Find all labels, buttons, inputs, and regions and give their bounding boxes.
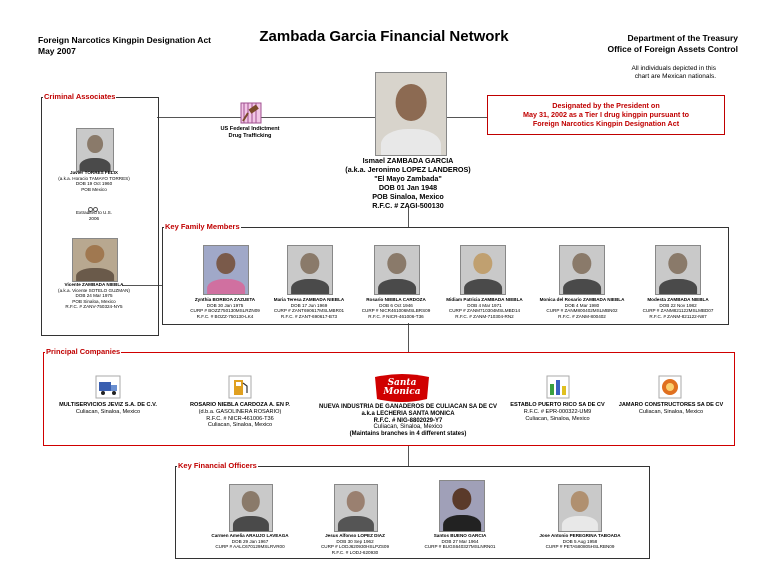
family-rfc: R.F.C. # ZANM-800402: [558, 313, 606, 319]
nationality-note: [631, 65, 716, 81]
connector-line: [157, 117, 375, 118]
family-rfc: R.F.C. # ZANT-690617-B73: [280, 313, 338, 319]
company-rfc: R.F.C. # NICR-461006-T36: [206, 415, 274, 422]
company-caption: [305, 404, 511, 438]
family-curp: CURP # BOZZ750130MSLRZN09: [190, 308, 260, 314]
gas-pump-icon: [228, 375, 252, 399]
department-name: Department of the Treasury: [627, 33, 738, 43]
officer-name: Jose Antonio PEREGRINA TABOADA: [539, 533, 621, 538]
family-name: Midiam Patricia ZAMBADA NIEBLA: [446, 297, 523, 302]
leader-name: Ismael ZAMBADA GARCIA: [362, 156, 454, 165]
company-aka: a.k.a LECHERIA SANTA MONICA: [361, 410, 455, 417]
family-caption: [351, 297, 441, 319]
truck-icon: [95, 375, 121, 399]
company-caption: [180, 402, 300, 429]
officer-rfc: R.F.C. # LODJ-620930: [331, 549, 379, 555]
connector-line: [408, 323, 409, 352]
leader-photo: [375, 72, 447, 156]
officer-caption: [530, 533, 630, 550]
family-name: Monica del Rosario ZAMBADA NIEBLA: [539, 297, 625, 302]
indictment-line-2: Drug Trafficking: [228, 133, 272, 139]
associate-rfc: R.F.C. # ZANV-750324-NY5: [65, 304, 123, 310]
indictment-line-1: US Federal Indictment: [220, 126, 280, 132]
family-name: Modesta ZAMBADA NIEBLA: [647, 297, 709, 302]
construction-icon: [658, 375, 682, 399]
company-rfc: R.F.C. # NIG-8802029-Y7: [373, 417, 443, 424]
family-dob: DOB 30 Jan 1975: [206, 302, 244, 308]
dairy-icon: [546, 375, 570, 399]
associate-aka: (a.k.a. Horacio TAMAYO TORRES): [58, 175, 130, 181]
leader-dob: DOB 01 Jan 1948: [378, 183, 438, 192]
handcuffs-icon: [88, 200, 98, 207]
family-members-label: Key Family Members: [165, 222, 240, 231]
header-right: [607, 33, 738, 55]
family-photo: [655, 245, 701, 295]
family-caption: [180, 297, 270, 319]
family-curp: CURP # ZANT690617MSLMBR01: [273, 308, 345, 314]
header-date: May 2007: [38, 46, 76, 56]
company-rfc: R.F.C. # EPR-000322-UM9: [523, 408, 592, 415]
officer-photo: [439, 480, 485, 532]
associate-pob: POB Sinaloa, Mexico: [72, 298, 116, 304]
company-location: Culiacan, Sinaloa, Mexico: [75, 408, 141, 415]
note-line-2: chart are Mexican nationals.: [634, 73, 716, 80]
company-name: ROSARIO NIEBLA CARDOZA A. EN P.: [190, 402, 290, 408]
family-name: Zynthia BORBOA ZAZUETA: [194, 297, 256, 302]
extradition-line-2: 2006: [88, 215, 100, 221]
associate-dob: DOB 19 Oct 1960: [75, 181, 113, 187]
officer-photo: [229, 484, 273, 532]
family-photo: [559, 245, 605, 295]
connector-line: [408, 445, 409, 466]
leader-aka: (a.k.a. Jeronimo LOPEZ LANDEROS): [345, 165, 471, 174]
officer-name: Carmen Amelia ARAUJO LAVEAGA: [211, 533, 289, 538]
company-caption: [48, 402, 168, 416]
family-rfc: R.F.C. # ZANM-821122-N87: [649, 313, 707, 319]
officer-dob: DOB 29 Jan 1967: [231, 538, 269, 544]
company-branches-note: (Maintains branches in 4 different states): [349, 431, 467, 438]
family-dob: DOB 22 Nov 1982: [659, 302, 697, 308]
extradition-note: [44, 210, 144, 221]
leader-rfc: R.F.C. # ZAGI-500130: [372, 201, 444, 210]
officer-dob: DOB 5 Aug 1958: [562, 538, 598, 544]
associate-caption: [44, 170, 144, 192]
family-caption: [632, 297, 724, 319]
officer-dob: DOB 30 Sep 1962: [336, 538, 374, 544]
company-dba: (d.b.a. GASOLINERA ROSARIO): [198, 408, 282, 415]
family-name: Maria Teresa ZAMBADA NIEBLA: [273, 297, 345, 302]
officer-photo: [558, 484, 602, 532]
santa-monica-logo: [372, 373, 432, 403]
officer-curp: CURP # LODJ620930HSLPZS09: [320, 544, 390, 550]
page-title: Zambada Garcia Financial Network: [259, 28, 509, 45]
santa-monica-logo-text: Santa Monica: [383, 378, 421, 397]
officer-name: Jesus Alfonso LOPEZ DIAZ: [325, 533, 385, 538]
associate-photo: [76, 128, 114, 172]
company-location: Culiacan, Sinaloa, Mexico: [638, 408, 704, 415]
family-photo: [374, 245, 420, 295]
connector-line: [445, 117, 487, 118]
designation-box: [487, 95, 725, 135]
family-dob: DOB 6 Oct 1946: [379, 302, 413, 308]
officer-curp: CURP # BUGS640327MSLNRN01: [424, 544, 496, 550]
officer-curp: CURP # PETA580805HSLRBN09: [545, 544, 615, 550]
associate-name: Javier TORRES FELIX: [70, 170, 118, 175]
officer-caption: [203, 533, 297, 550]
associate-photo: [72, 238, 118, 282]
officer-caption: [413, 533, 507, 550]
leader-alias: "El Mayo Zambada": [374, 174, 442, 183]
associate-caption: [44, 282, 144, 310]
family-name: Rosario NIEBLA CARDOZA: [366, 297, 426, 302]
act-name: Foreign Narcotics Kingpin Designation Act: [38, 35, 212, 45]
family-caption: [437, 297, 532, 319]
family-caption: [264, 297, 354, 319]
financial-officers-label: Key Financial Officers: [178, 461, 257, 470]
officer-dob: DOB 27 Mar 1964: [441, 538, 479, 544]
designation-line-3: Foreign Narcotics Kingpin Designation Act: [532, 119, 680, 128]
officer-curp: CURP # AALC670129MSLRVR00: [215, 544, 285, 550]
associate-aka: (a.k.a. Vicente SOTELO GUZMAN): [58, 287, 130, 293]
company-location: Culiacan, Sinaloa, Mexico: [525, 415, 590, 422]
extradition-line-1: Extradited to U.S.: [75, 210, 112, 215]
family-photo: [287, 245, 333, 295]
designation-line-1: Designated by the President on: [552, 101, 660, 110]
connector-line: [408, 207, 409, 227]
gavel-icon: [240, 102, 262, 124]
family-curp: CURP # ZANM821122MSLMBD07: [642, 308, 714, 314]
family-rfc: R.F.C. # ZANM-710304-RN2: [455, 313, 514, 319]
designation-line-2: May 31, 2002 as a Tier I drug kingpin pursuant to: [522, 110, 690, 119]
family-photo: [203, 245, 249, 295]
family-curp: CURP # NICR461006MSLBRS09: [361, 308, 431, 314]
family-dob: DOB 4 Mar 1980: [564, 302, 600, 308]
officer-photo: [334, 484, 378, 532]
leader-pob: POB Sinaloa, Mexico: [372, 192, 444, 201]
associate-dob: DOB 24 Mar 1975: [75, 293, 113, 299]
office-name: Office of Foreign Assets Control: [607, 44, 738, 54]
family-curp: CURP # ZANM710304MSLMBD14: [448, 308, 521, 314]
family-rfc: R.F.C. # BOZZ-750130-LK4: [196, 313, 254, 319]
indictment-label: [205, 126, 295, 140]
note-line-1: All individuals depicted in this: [631, 65, 716, 72]
officer-caption: [308, 533, 402, 555]
company-caption: [500, 402, 615, 422]
leader-caption: [318, 156, 498, 210]
associate-name: Vicente ZAMBADA NIEBLA: [64, 282, 124, 287]
family-dob: DOB 17 Jun 1969: [290, 302, 328, 308]
criminal-associates-label: Criminal Associates: [44, 92, 116, 101]
company-location: Culiacan, Sinaloa, Mexico: [373, 424, 443, 431]
family-photo: [460, 245, 506, 295]
family-rfc: R.F.C. # NICR-461006-T36: [368, 313, 424, 319]
company-name: ESTABLO PUERTO RICO SA DE CV: [510, 402, 605, 408]
family-caption: [532, 297, 632, 319]
company-name: JAMARO CONSTRUCTORES SA DE CV: [618, 402, 724, 408]
associate-pob: POB Mexico: [81, 186, 107, 192]
family-dob: DOB 4 Mar 1971: [467, 302, 502, 308]
company-caption: [612, 402, 730, 416]
officer-name: Santos BUENO GARCIA: [433, 533, 487, 538]
company-name: MULTISERVICIOS JEVIZ S.A. DE C.V.: [59, 402, 157, 408]
company-location: Culiacan, Sinaloa, Mexico: [207, 422, 273, 429]
company-name: NUEVA INDUSTRIA DE GANADEROS DE CULIACAN SA DE CV: [319, 404, 497, 410]
family-curp: CURP # ZANM800402MSLMBN02: [546, 308, 618, 314]
principal-companies-label: Principal Companies: [46, 347, 121, 356]
